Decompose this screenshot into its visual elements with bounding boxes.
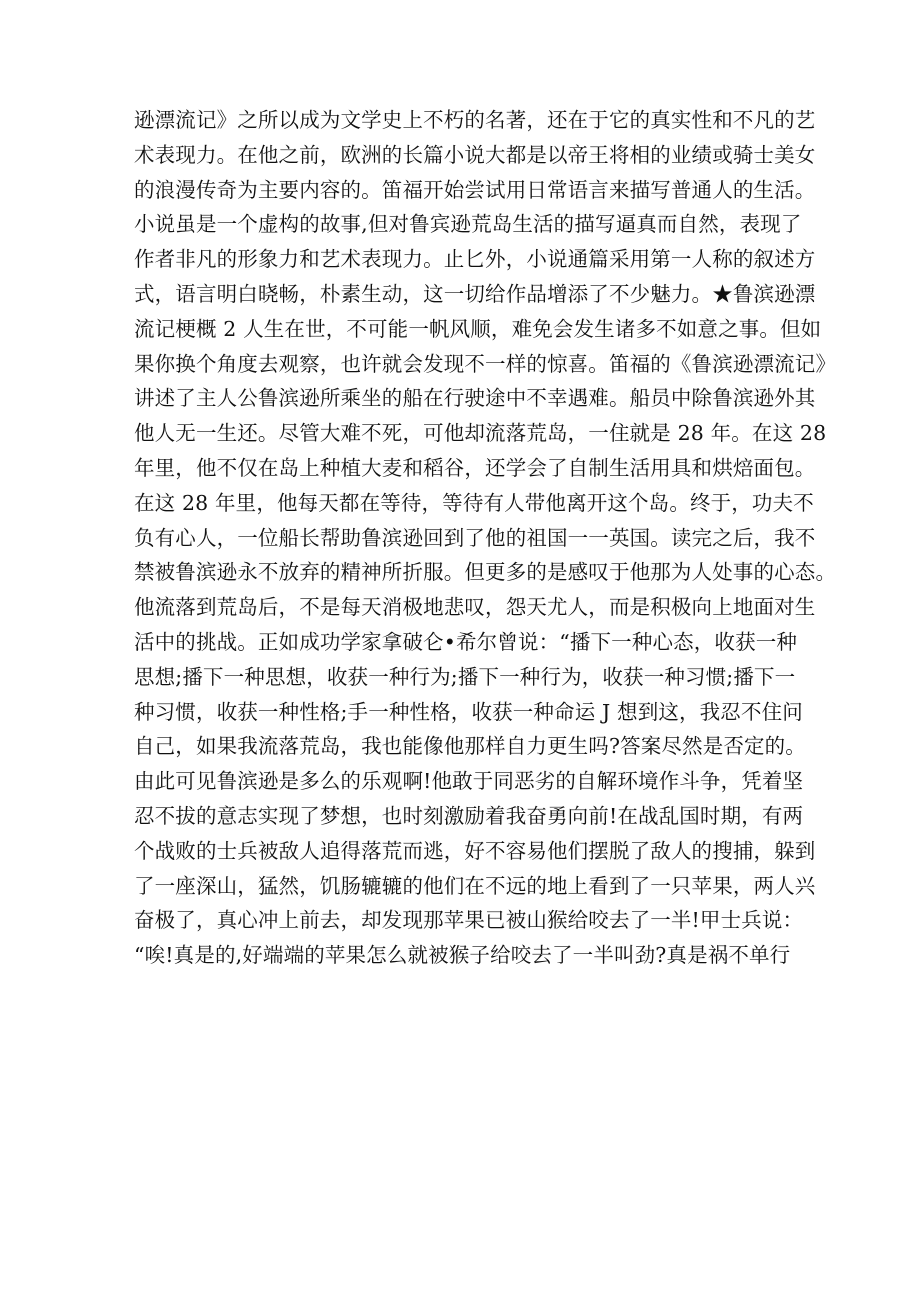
text-line: 年里，他不仅在岛上种植大麦和稻谷，还学会了自制生活用具和烘焙面包。 (134, 455, 816, 480)
text-line: 思想;播下一种思想，收获一种行为;播下一种行为，收获一种习惯;播下一 (134, 664, 796, 689)
text-line: 讲述了主人公鲁滨逊所乘坐的船在行驶途中不幸遇难。船员中除鲁滨逊外其 (134, 386, 816, 411)
text-line: 式，语言明白晓畅，朴素生动，这一切给作品增添了不少魅力。★鲁滨逊漂 (134, 281, 816, 306)
text-line: “唉!真是的,好端端的苹果怎么就被猴子给咬去了一半叫劲?真是祸不单行 (134, 943, 791, 968)
text-line: 负有心人，一位船长帮助鲁滨逊回到了他的祖国一一英国。读完之后，我不 (134, 525, 816, 550)
text-line: 了一座深山，猛然，饥肠辘辘的他们在不远的地上看到了一只苹果，两人兴 (134, 873, 816, 898)
body-text (134, 103, 837, 973)
text-line: 他人无一生还。尽管大难不死，可他却流落荒岛，一住就是 28 年。在这 28 (134, 421, 827, 446)
text-line: 忍不拔的意志实现了梦想，也时刻激励着我奋勇向前!在战乱国时期，有两 (134, 803, 804, 828)
text-line: 流记梗概 2 人生在世，不可能一帆风顺，难免会发生诸多不如意之事。但如 (134, 316, 822, 341)
text-line: 种习惯，收获一种性格;手一种性格，收获一种命运 J 想到这，我忍不住问 (134, 699, 803, 724)
text-line: 禁被鲁滨逊永不放弃的精神所折服。但更多的是感叹于他那为人处事的心态。 (134, 560, 837, 585)
text-line: 果你换个角度去观察，也许就会发现不一样的惊喜。笛福的《鲁滨逊漂流记》 (134, 351, 837, 376)
text-line: 自己，如果我流落荒岛，我也能像他那样自力更生吗?答案尽然是否定的。 (134, 734, 806, 759)
text-line: 小说虽是一个虚构的故事,但对鲁宾逊荒岛生活的描写逼真而自然，表现了 (134, 212, 802, 237)
text-line: 作者非凡的形象力和艺术表现力。止匕外，小说通篇采用第一人称的叙述方 (134, 247, 816, 272)
text-line: 奋极了，真心冲上前去，却发现那苹果已被山猴给咬去了一半!甲士兵说： (134, 908, 804, 933)
text-line: 术表现力。在他之前，欧洲的长篇小说大都是以帝王将相的业绩或骑士美女 (134, 142, 816, 167)
text-line: 的浪漫传奇为主要内容的。笛福开始尝试用日常语言来描写普通人的生活。 (134, 177, 816, 202)
text-line: 逊漂流记》之所以成为文学史上不朽的名著，还在于它的真实性和不凡的艺 (134, 108, 816, 132)
text-line: 由此可见鲁滨逊是多么的乐观啊!他敢于同恶劣的自解环境作斗争，凭着坚 (134, 769, 804, 794)
text-line: 他流落到荒岛后，不是每天消极地悲叹，怨天尤人，而是积极向上地面对生 (134, 595, 816, 620)
text-line: 个战败的士兵被敌人追得落荒而逃，好不容易他们摆脱了敌人的搜捕，躲到 (134, 838, 816, 863)
text-line: 在这 28 年里，他每天都在等待，等待有人带他离开这个岛。终于，功夫不 (134, 490, 814, 515)
text-line: 活中的挑战。正如成功学家拿破仑•希尔曾说：“播下一种心态，收获一种 (134, 629, 798, 654)
